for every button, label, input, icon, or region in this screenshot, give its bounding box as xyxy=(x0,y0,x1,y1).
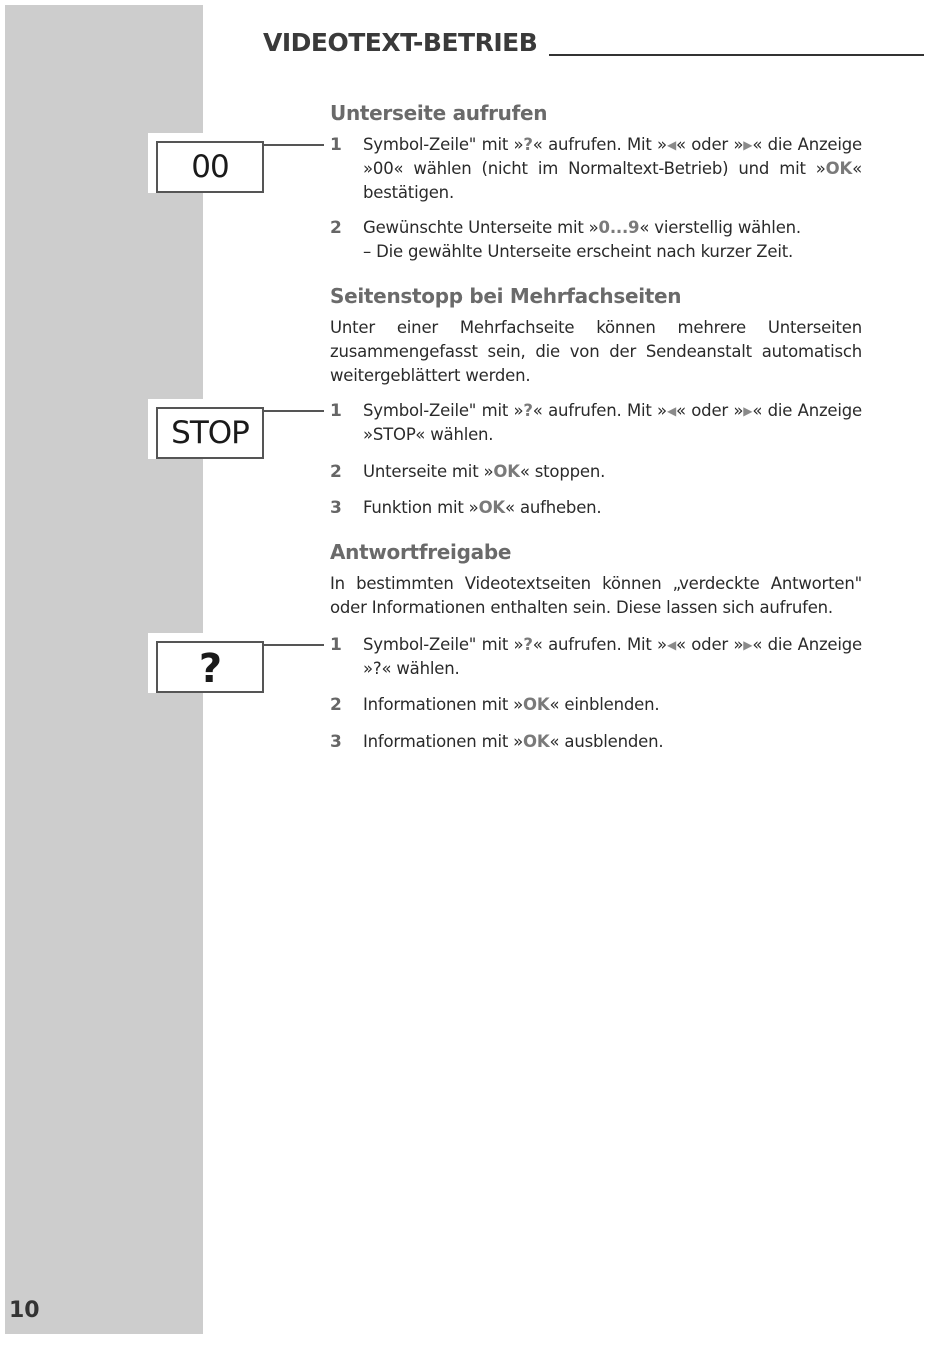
page-number: 10 xyxy=(9,1298,40,1323)
right-arrow-icon: ▶ xyxy=(743,404,753,418)
right-arrow-icon: ▶ xyxy=(743,138,753,152)
step-3-3 xyxy=(330,730,862,754)
ok-key: OK xyxy=(825,159,853,178)
step-number: 3 xyxy=(330,732,342,752)
step-number: 3 xyxy=(330,498,342,518)
page-title: VIDEOTEXT-BETRIEB xyxy=(263,28,538,57)
left-arrow-icon: ◀ xyxy=(666,638,676,652)
section-intro: Unter einer Mehrfachseite können mehrere Unterseiten zusammengefasst sein, die von der Sendeanstalt automatisch weitergeblättert werden. xyxy=(330,318,862,385)
connector-line-3 xyxy=(262,644,324,646)
osd-box-question xyxy=(148,633,264,693)
right-arrow-icon: ▶ xyxy=(743,638,753,652)
ok-key: OK xyxy=(493,462,520,481)
step-text: Informationen mit »OK« ausblenden. xyxy=(363,732,664,751)
step-3-1 xyxy=(330,633,862,681)
question-key: ? xyxy=(523,401,533,420)
step-number: 2 xyxy=(330,462,342,482)
osd-box-00 xyxy=(148,133,264,193)
step-number: 2 xyxy=(330,695,342,715)
ok-key: OK xyxy=(523,732,550,751)
section-heading-antwortfreigabe: Antwortfreigabe xyxy=(330,540,512,564)
section-heading-unterseite: Unterseite aufrufen xyxy=(330,101,548,125)
ok-key: OK xyxy=(478,498,505,517)
step-text: Symbol-Zeile" mit »?« aufrufen. Mit »◀« oder »▶« die Anzeige »STOP« wählen. xyxy=(363,401,862,444)
question-key: ? xyxy=(523,135,533,154)
left-arrow-icon: ◀ xyxy=(666,138,676,152)
step-text: Symbol-Zeile" mit »?« aufrufen. Mit »◀« oder »▶« die Anzeige »?« wählen. xyxy=(363,635,862,678)
ok-key: OK xyxy=(523,695,550,714)
step-number: 1 xyxy=(330,635,342,655)
title-rule xyxy=(549,54,924,56)
osd-box-stop xyxy=(148,399,264,459)
step-2-3 xyxy=(330,496,862,520)
connector-line-1 xyxy=(262,144,324,146)
step-number: 1 xyxy=(330,401,342,421)
section-intro: In bestimmten Videotextseiten können „verdeckte Antworten" oder Informationen enthalten sein. Diese lassen sich aufrufen. xyxy=(330,574,862,617)
section-heading-seitenstopp: Seitenstopp bei Mehrfachseiten xyxy=(330,284,682,308)
osd-box-stop-label: STOP xyxy=(156,407,264,459)
left-arrow-icon: ◀ xyxy=(666,404,676,418)
step-text: Gewünschte Unterseite mit »0...9« vierstellig wählen. – Die gewählte Unterseite erscheint nach kurzer Zeit. xyxy=(363,218,801,261)
step-number: 2 xyxy=(330,218,342,238)
question-key: ? xyxy=(523,635,533,654)
step-text: Funktion mit »OK« aufheben. xyxy=(363,498,602,517)
step-1-1 xyxy=(330,133,862,205)
step-2-2 xyxy=(330,460,862,484)
osd-box-00-label: 00 xyxy=(156,141,264,193)
step-text: Symbol-Zeile" mit »?« aufrufen. Mit »◀« oder »▶« die Anzeige »00« wählen (nicht im Normaltext-Betrieb) und mit »OK« bestätigen. xyxy=(363,135,862,202)
step-1-2 xyxy=(330,216,862,264)
digit-keys: 0...9 xyxy=(598,218,640,237)
step-text: Unterseite mit »OK« stoppen. xyxy=(363,462,606,481)
step-3-2 xyxy=(330,693,862,717)
connector-line-2 xyxy=(262,410,324,412)
osd-box-question-label: ? xyxy=(156,641,264,693)
step-number: 1 xyxy=(330,135,342,155)
step-text: Informationen mit »OK« einblenden. xyxy=(363,695,660,714)
step-2-1 xyxy=(330,399,862,447)
